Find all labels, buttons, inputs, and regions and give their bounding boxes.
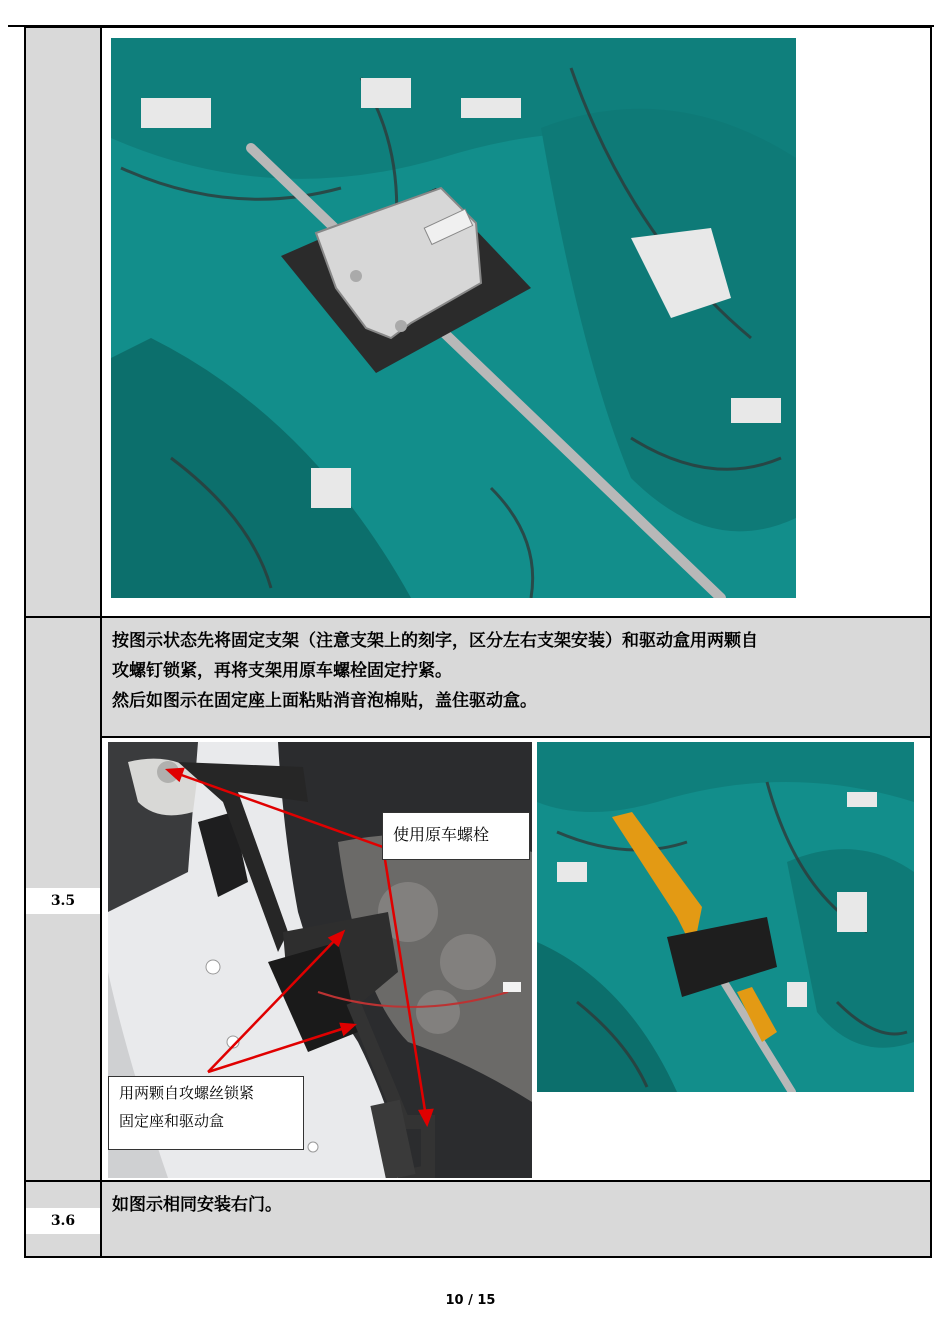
cad-render-image (111, 38, 796, 598)
cad-orange-bracket-icon (537, 742, 914, 1092)
row-divider-1 (26, 616, 930, 618)
step-number-3-6: 3.6 (26, 1208, 100, 1234)
step-column-bg (26, 28, 100, 1256)
instruction-line-3: 然后如图示在固定座上面粘贴消音泡棉贴，盖住驱动盒。 (112, 691, 537, 711)
page-number: 10 / 15 (445, 1293, 496, 1308)
callout-self-tapping-screws (108, 1076, 304, 1150)
row-divider-2 (102, 736, 930, 738)
row-divider-3 (26, 1180, 930, 1182)
callout-screws-line-1: 用两颗自攻螺丝锁紧 (119, 1084, 255, 1102)
callout-original-bolt (382, 812, 530, 860)
instruction-line-2: 攻螺钉锁紧，再将支架用原车螺栓固定拧紧。 (112, 661, 452, 681)
callout-screws-line-2: 固定座和驱动盒 (119, 1112, 225, 1130)
cad-render-orange-bracket (537, 742, 914, 1092)
instruction-line-1: 按图示状态先将固定支架（注意支架上的刻字，区分左右支架安装）和驱动盒用两颗自 (112, 631, 758, 651)
instruction-table (24, 26, 932, 1258)
step-number-3-5: 3.5 (26, 888, 100, 914)
installation-photo (108, 742, 532, 1178)
cad-render-bracket-drive-box-icon (111, 38, 796, 598)
step-3-5-instruction (112, 626, 928, 716)
callout-original-bolt-text: 使用原车螺栓 (393, 825, 490, 844)
step-3-6-instruction: 如图示相同安装右门。 (112, 1195, 282, 1215)
column-divider (100, 28, 102, 1256)
